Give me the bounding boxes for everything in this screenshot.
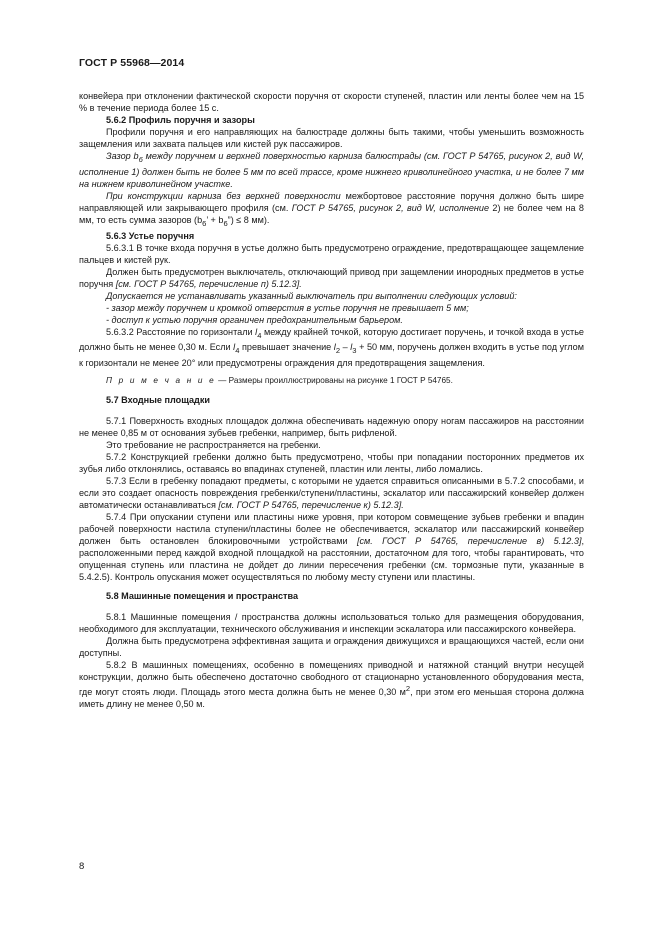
paragraph: 5.8.1 Машинные помещения / пространства должны использоваться только для размещения оборудования, необходимого для эксплуатации, технического обслуживания и инспекции эскалатора или пассажирского конвейера. (79, 612, 584, 635)
paragraph: 5.6.3.2 Расстояние по горизонтали $l_4$ между крайней точкой, которую достигает поручень, и точкой входа в устье должно быть не менее 0,30 м. Если $l_4$ превышает значение $l_2 - l_3 + 50$ мм, поручень должен входить в устье под углом к горизонтали не менее 20° или предусмотрены ограждения для предотвращения защемления. (79, 326, 584, 369)
page-number: 8 (79, 861, 85, 872)
paragraph: 5.7.3 Если в гребенку попадают предметы, с которыми не удается справиться описанными в 5.7.2 способами, и если это создает опасность повреждения гребенки/ступени/пластины, эскалатор или пассажирский конвейер должен автоматически останавливаться [см. ГОСТ Р 54765, перечисление к) 5.12.3]. (79, 476, 584, 511)
section-heading-5-8: 5.8 Машинные помещения и пространства (106, 591, 299, 602)
paragraph: Профили поручня и его направляющих на балюстраде должны быть такими, чтобы уменьшить возможность защемления или захвата пальцев или кистей рук пассажиров. (79, 127, 584, 149)
document-body (79, 90, 584, 710)
paragraph: При конструкции карниза без верхней поверхности межбортовое расстояние поручня должно быть шире направляющей или закрывающего профиля (см. ГОСТ Р 54765, рисунок 2, вид W, исполнение 2) не более чем на 8 мм, то есть сумма зазоров ($b_6$’ + $b_6”) \le 8$ мм). (79, 190, 584, 228)
note: П р и м е ч а н и е — Размеры проиллюстрированы на рисунке 1 ГОСТ Р 54765. (106, 376, 453, 386)
list-item: - доступ к устью поручня органичен предохранительным барьером. (106, 314, 403, 325)
paragraph: Должен быть предусмотрен выключатель, отключающий привод при защемлении инородных предметов в устье поручня [см. ГОСТ Р 54765, перечисление п) 5.12.3]. (79, 266, 584, 289)
page-header-title: ГОСТ Р 55968—2014 (79, 57, 185, 69)
subsection-heading-5-6-2: 5.6.2 Профиль поручня и зазоры (106, 115, 255, 125)
list-item: - зазор между поручнем и кромкой отверстия в устье поручня не превышает 5 мм; (106, 302, 469, 313)
paragraph: Должна быть предусмотрена эффективная защита и ограждения движущихся и вращающихся частей, если они доступны. (79, 636, 584, 659)
paragraph: 5.7.1 Поверхность входных площадок должна обеспечивать надежную опору ногам пассажиров на расстоянии не менее 0,85 м от основания зубьев гребенки, например, быть рифленой. (79, 416, 584, 439)
paragraph: 5.7.4 При опускании ступени или пластины ниже уровня, при котором совмещение зубьев гребенки и впадин рабочей поверхности настила ступени/пластины более не обеспечивается, эскалатор или пассажирский конвейер должен быть остановлен блокировочными устройствами [см. ГОСТ Р 54765, перечисление в) 5.12.3], расположенными перед каждой входной площадкой на расстоянии, достаточном для того, чтобы гарантировать, что опущенная ступень или пластина не дойдет до линии пересечения гребенки (см. тормозные пути, указанные в 5.4.2.5). Контроль опускания может осуществляться по любому месту ступени или пластины. (79, 512, 584, 583)
paragraph: 5.7.2 Конструкцией гребенки должно быть предусмотрено, чтобы при попадании посторонних предметов их зубья либо отклонялись, оставаясь во впадинах ступеней, пластин или ленты, либо ломались. (79, 452, 584, 475)
paragraph: Зазор $b_6$ между поручнем и верхней поверхностью карниза балюстрады (см. ГОСТ Р 54765, рисунок 2, вид W, исполнение 1) должен быть не более 5 мм по всей трассе, кроме нижнего криволинейного участка, и не более 7 мм на нижнем криволинейном участке. (79, 151, 584, 189)
paragraph: 5.8.2 В машинных помещениях, особенно в помещениях приводной и натяжной станций внутри несущей конструкции, должно быть обеспечено достаточно свободного от стационарно установленного оборудования места, где могут стоять люди. Площадь этого места должна быть не менее 0,30 $м^2$, при этом его меньшая сторона должна иметь длину не менее 0,50 м. (79, 660, 584, 710)
paragraph: конвейера при отклонении фактической скорости поручня от скорости ступеней, пластин или ленты более чем на 15 % в течение периода более 15 с. (79, 91, 584, 113)
subsection-heading-5-6-3: 5.6.3 Устье поручня (106, 230, 195, 241)
paragraph: 5.6.3.1 В точке входа поручня в устье должно быть предусмотрено ограждение, предотвращающее защемление пальцев и кистей рук. (79, 242, 584, 265)
paragraph: Допускается не устанавливать указанный выключатель при выполнении следующих условий: (106, 290, 517, 301)
section-heading-5-7: 5.7 Входные площадки (106, 395, 210, 406)
paragraph: Это требование не распространяется на гребенки. (106, 440, 321, 451)
